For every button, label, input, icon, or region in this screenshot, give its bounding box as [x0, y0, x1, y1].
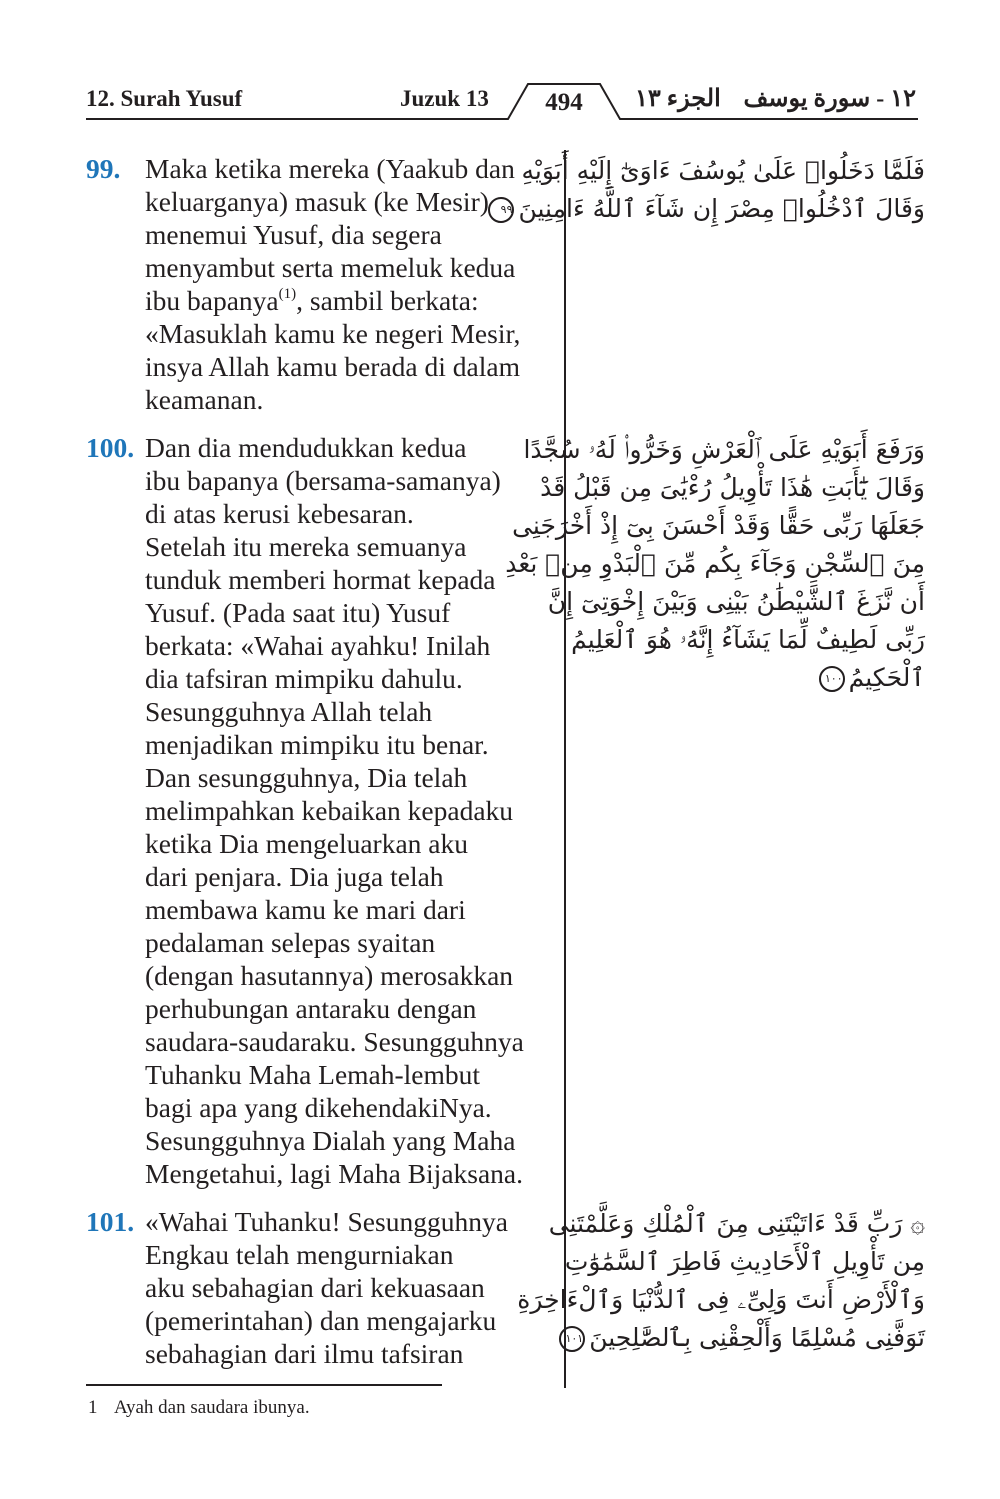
verse-line: ketika Dia mengeluarkan aku — [145, 828, 468, 859]
verse-line: Engkau telah mengurniakan — [145, 1239, 454, 1270]
verse-line: membawa kamu ke mari dari — [145, 894, 466, 925]
header-surah-arabic: ١٢ - سورة يوسف — [743, 86, 916, 112]
verse-line: «Wahai Tuhanku! Sesungguhnya — [145, 1206, 508, 1237]
footnote-rule — [86, 1384, 442, 1386]
verse-line: aku sebahagian dari kekuasaan — [145, 1272, 485, 1303]
verse-text — [145, 431, 560, 1190]
verse-line: melimpahkan kebaikan kepadaku — [145, 795, 514, 826]
ayah-end-mark: ١٠٠ — [819, 666, 845, 692]
page-number: 494 — [545, 89, 583, 116]
verse-number: 100. — [86, 432, 135, 463]
arabic-line: فَلَمَّا دَخَلُوا۟ عَلَىٰ يُوسُفَ ءَاوَىٰٓ إِلَيْهِ أَبَوَيْهِ — [521, 156, 925, 185]
arabic-line: وَرَفَعَ أَبَوَيْهِ عَلَى ٱلْعَرْشِ وَخَرُّوا۟ لَهُۥ سُجَّدًا — [523, 435, 925, 464]
verse-line: ibu bapanya (bersama-samanya) — [145, 465, 501, 496]
arabic-line: مِنَ ٱلسِّجْنِ وَجَآءَ بِكُم مِّنَ ٱلْبَدْوِ مِنۢ بَعْدِ — [505, 549, 925, 578]
footnote-text: Ayah dan saudara ibunya. — [114, 1397, 310, 1418]
verse-text — [145, 1205, 560, 1370]
verse-line — [145, 284, 560, 317]
verse-number: 99. — [86, 153, 121, 184]
verse-line: keluarganya) masuk (ke Mesir) — [145, 186, 489, 217]
verse-line: Mengetahui, lagi Maha Bijaksana. — [145, 1158, 524, 1189]
verse-line: dia tafsiran mimpiku dahulu. — [145, 663, 463, 694]
verse-line: di atas kerusi kebesaran. — [145, 498, 414, 529]
verse-line: perhubungan antaraku dengan — [145, 993, 477, 1024]
verse-line: menyambut serta memeluk kedua — [145, 252, 516, 283]
verse-line: berkata: «Wahai ayahku! Inilah — [145, 630, 491, 661]
verse-line: menemui Yusuf, dia segera — [145, 219, 442, 250]
verse-line: Tuhanku Maha Lemah-lembut — [145, 1059, 481, 1090]
verse-line: Setelah itu mereka semuanya — [145, 531, 467, 562]
arabic-line: ۞ رَبِّ قَدْ ءَاتَيْتَنِى مِنَ ٱلْمُلْكِ وَعَلَّمْتَنِى — [548, 1209, 925, 1238]
verse-line: sebahagian dari ilmu tafsiran — [145, 1338, 464, 1369]
arabic-line-text: تَوَفَّنِى مُسْلِمًا وَأَلْحِقْنِى بِٱلصَّٰلِحِينَ — [589, 1323, 925, 1352]
footnote-number: 1 — [88, 1397, 98, 1418]
column-divider — [564, 150, 566, 1388]
arabic-line: أَن نَّزَغَ ٱلشَّيْطَٰنُ بَيْنِى وَبَيْنَ إِخْوَتِىٓ إِنَّ — [547, 587, 925, 616]
arabic-line — [585, 659, 925, 697]
header-juz-latin: Juzuk 13 — [400, 86, 489, 111]
verse-line: bagi apa yang dikehendakiNya. — [145, 1092, 492, 1123]
arabic-line: وَقَالَ يَٰٓأَبَتِ هَٰذَا تَأْوِيلُ رُءْيَٰىَ مِن قَبْلُ قَدْ — [540, 473, 925, 502]
verse-line: Yusuf. (Pada saat itu) Yusuf — [145, 597, 451, 628]
header-juz-arabic: الجزء ١٣ — [635, 86, 721, 112]
verse-line: dari penjara. Dia juga telah — [145, 861, 444, 892]
verse-line: insya Allah kamu berada di dalam — [145, 351, 520, 382]
ayah-end-mark: ٩٩ — [488, 197, 514, 223]
footnote-ref[interactable]: (1) — [278, 286, 297, 302]
ayah-end-mark: ١٠١ — [559, 1326, 585, 1352]
arabic-line: رَبِّى لَطِيفٌ لِّمَا يَشَآءُ إِنَّهُۥ هُوَ ٱلْعَلِيمُ — [571, 625, 925, 654]
arabic-line-text: ٱلْحَكِيمُ — [848, 663, 925, 692]
arabic-line — [565, 1319, 925, 1357]
verse-line: keamanan. — [145, 384, 264, 415]
verse-99-arabic — [500, 152, 925, 228]
verse-line: «Masuklah kamu ke negeri Mesir, — [145, 318, 521, 349]
verse-line: saudara-saudaraku. Sesungguhnya — [145, 1026, 524, 1057]
verse-line: Dan dia mendudukkan kedua — [145, 432, 467, 463]
arabic-line-text: وَقَالَ ٱدْخُلُوا۟ مِصْرَ إِن شَآءَ ٱللَّهُ ءَامِنِينَ — [518, 194, 925, 223]
verse-line-part: ibu bapanya — [145, 285, 279, 316]
verse-line: Sesungguhnya Allah telah — [145, 696, 433, 727]
verse-line: Maka ketika mereka (Yaakub dan — [145, 153, 515, 184]
verse-line: Sesungguhnya Dialah yang Maha — [145, 1125, 516, 1156]
header-surah-latin: 12. Surah Yusuf — [86, 86, 243, 111]
verse-line: (pemerintahan) dan mengajarku — [145, 1305, 497, 1336]
arabic-line — [500, 190, 925, 228]
verse-100-arabic — [505, 431, 925, 697]
verse-line: tunduk memberi hormat kepada — [145, 564, 496, 595]
arabic-line: وَٱلْأَرْضِ أَنتَ وَلِىِّۦ فِى ٱلدُّنْيَا وَٱلْءَاخِرَةِ — [517, 1285, 925, 1314]
arabic-line: مِن تَأْوِيلِ ٱلْأَحَادِيثِ فَاطِرَ ٱلسَّمَٰوَٰتِ — [564, 1247, 925, 1276]
verse-number: 101. — [86, 1206, 135, 1237]
verse-line: menjadikan mimpiku itu benar. — [145, 729, 489, 760]
arabic-line: جَعَلَهَا رَبِّى حَقًّا وَقَدْ أَحْسَنَ بِىٓ إِذْ أَخْرَجَنِى — [512, 511, 925, 540]
verse-line-part: , sambil berkata: — [296, 285, 479, 316]
verse-101-arabic — [517, 1205, 925, 1357]
verse-line: pedalaman selepas syaitan — [145, 927, 436, 958]
footnote — [88, 1396, 310, 1420]
verse-line: (dengan hasutannya) merosakkan — [145, 960, 514, 991]
verse-line: Dan sesungguhnya, Dia telah — [145, 762, 468, 793]
